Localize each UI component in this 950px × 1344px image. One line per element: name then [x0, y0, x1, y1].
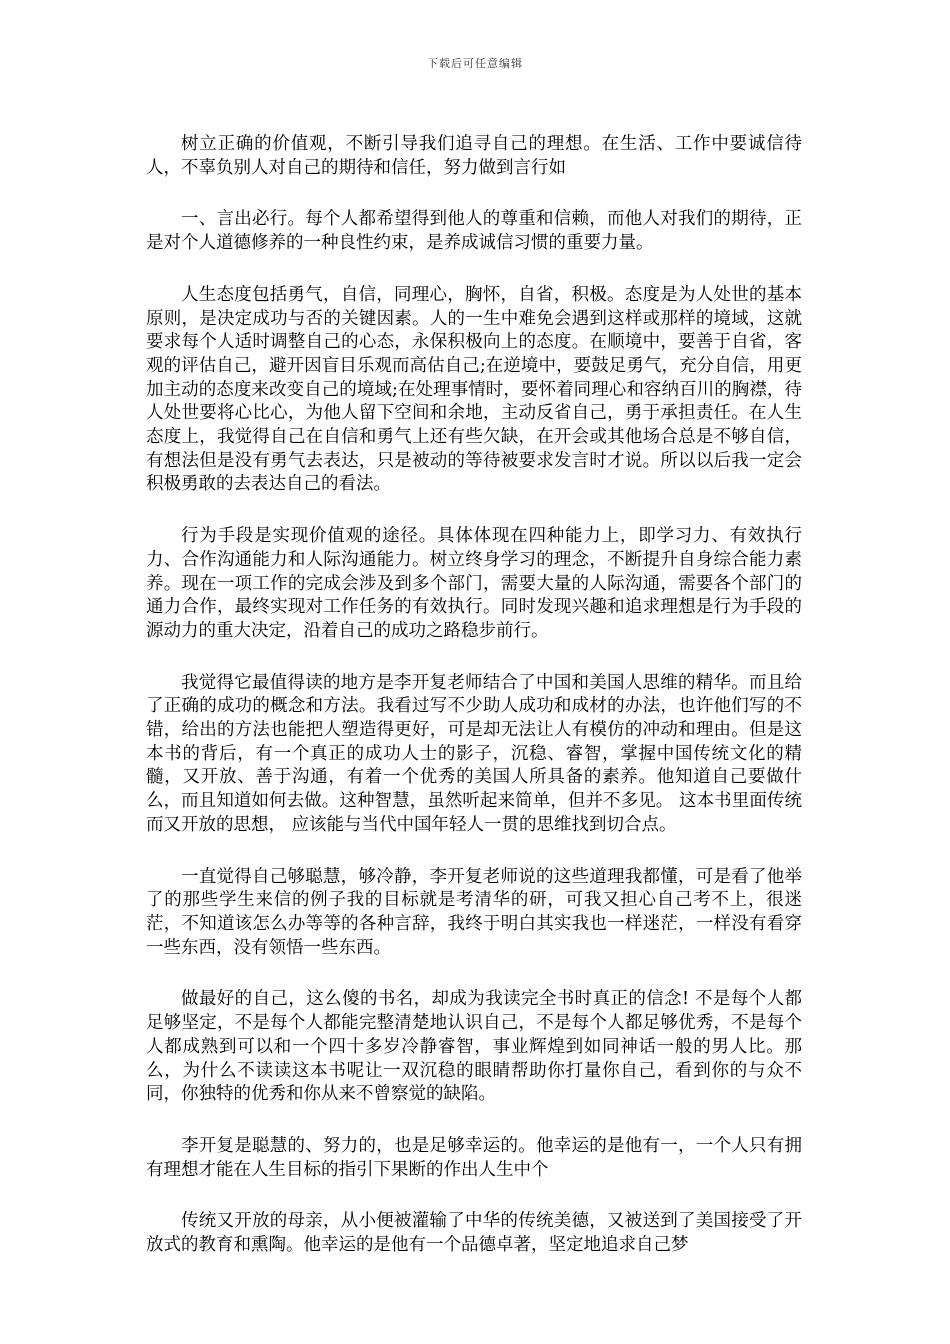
paragraph-9: 传统又开放的母亲，从小便被灌输了中华的传统美德，又被送到了美国接受了开放式的教育和熏陶。他幸运的是他有一个品德卓著，坚定地追求自己梦	[146, 1211, 802, 1256]
paragraph-3: 人生态度包括勇气，自信，同理心，胸怀，自省，积极。态度是为人处世的基本原则，是决定成功与否的关键因素。人的一生中难免会遇到这样或那样的境域，这就要求每个人适时调整自己的心态，永保积极向上的态度。在顺境中，要善于自省，客观的评估自己，避开因盲目乐观而高估自己;在逆境中，要鼓足勇气，充分自信，用更加主动的态度来改变自己的境域;在处理事情时，要怀着同理心和容纳百川的胸襟，待人处世要将心比心，为他人留下空间和余地，主动反省自己，勇于承担责任。在人生态度上，我觉得自己在自信和勇气上还有些欠缺，在开会或其他场合总是不够自信，有想法但是没有勇气去表达，只是被动的等待被要求发言时才说。所以以后我一定会积极勇敢的去表达自己的看法。	[146, 284, 802, 495]
paragraph-2: 一、言出必行。每个人都希望得到他人的尊重和信赖，而他人对我们的期待，正是对个人道德修养的一种良性约束，是养成诚信习惯的重要力量。	[146, 209, 802, 254]
paragraph-1: 树立正确的价值观，不断引导我们追寻自己的理想。在生活、工作中要诚信待人，不辜负别人对自己的期待和信任，努力做到言行如	[146, 134, 802, 178]
paragraph-4: 行为手段是实现价值观的途径。具体体现在四种能力上，即学习力、有效执行力、合作沟通能力和人际沟通能力。树立终身学习的理念，不断提升自身综合能力素养。现在一项工作的完成会涉及到多个部门，需要大量的人际沟通，需要各个部门的通力合作，最终实现对工作任务的有效执行。同时发现兴趣和追求理想是行为手段的源动力的重大决定，沿着自己的成功之路稳步前行。	[146, 526, 802, 641]
paragraph-5: 我觉得它最值得读的地方是李开复老师结合了中国和美国人思维的精华。而且给了正确的成功的概念和方法。我看过写不少助人成功和成材的办法，也许他们写的不错，给出的方法也能把人塑造得更好，可是却无法让人有模仿的冲动和理由。但是这本书的背后，有一个真正的成功人士的影子，沉稳、睿智，掌握中国传统文化的精髓，又开放、善于沟通，有着一个优秀的美国人所具备的素养。他知道自己要做什么，而且知道如何去做。这种智慧，虽然听起来简单，但并不多见。 这本书里面传统而又开放的思想， 应该能与当代中国年轻人一贯的思维找到切合点。	[146, 672, 802, 835]
paragraph-8: 李开复是聪慧的、努力的，也是足够幸运的。他幸运的是他有一，一个人只有拥有理想才能在人生目标的指引下果断的作出人生中个	[146, 1135, 802, 1180]
paragraph-6: 一直觉得自己够聪慧，够冷静，李开复老师说的这些道理我都懂，可是看了他举了的那些学生来信的例子我的目标就是考清华的研，可我又担心自己考不上，很迷茫，不知道该怎么办等等的各种言辞，我终于明白其实我也一样迷茫，一样没有看穿一些东西，没有领悟一些东西。	[146, 866, 802, 958]
document-body	[146, 133, 802, 1286]
paragraph-7: 做最好的自己，这么傻的书名，却成为我读完全书时真正的信念! 不是每个人都足够坚定，不是每个人都能完整清楚地认识自己，不是每个人都足够优秀，不是每个人都成熟到可以和一个四十多岁冷静睿智，事业辉煌到如同神话一般的男人比。那么，为什么不读读这本书呢让一双沉稳的眼睛帮助你打量你自己，看到你的与众不同，你独特的优秀和你从来不曾察觉的缺陷。	[146, 989, 802, 1105]
page-header: 下载后可任意编辑	[427, 57, 523, 70]
